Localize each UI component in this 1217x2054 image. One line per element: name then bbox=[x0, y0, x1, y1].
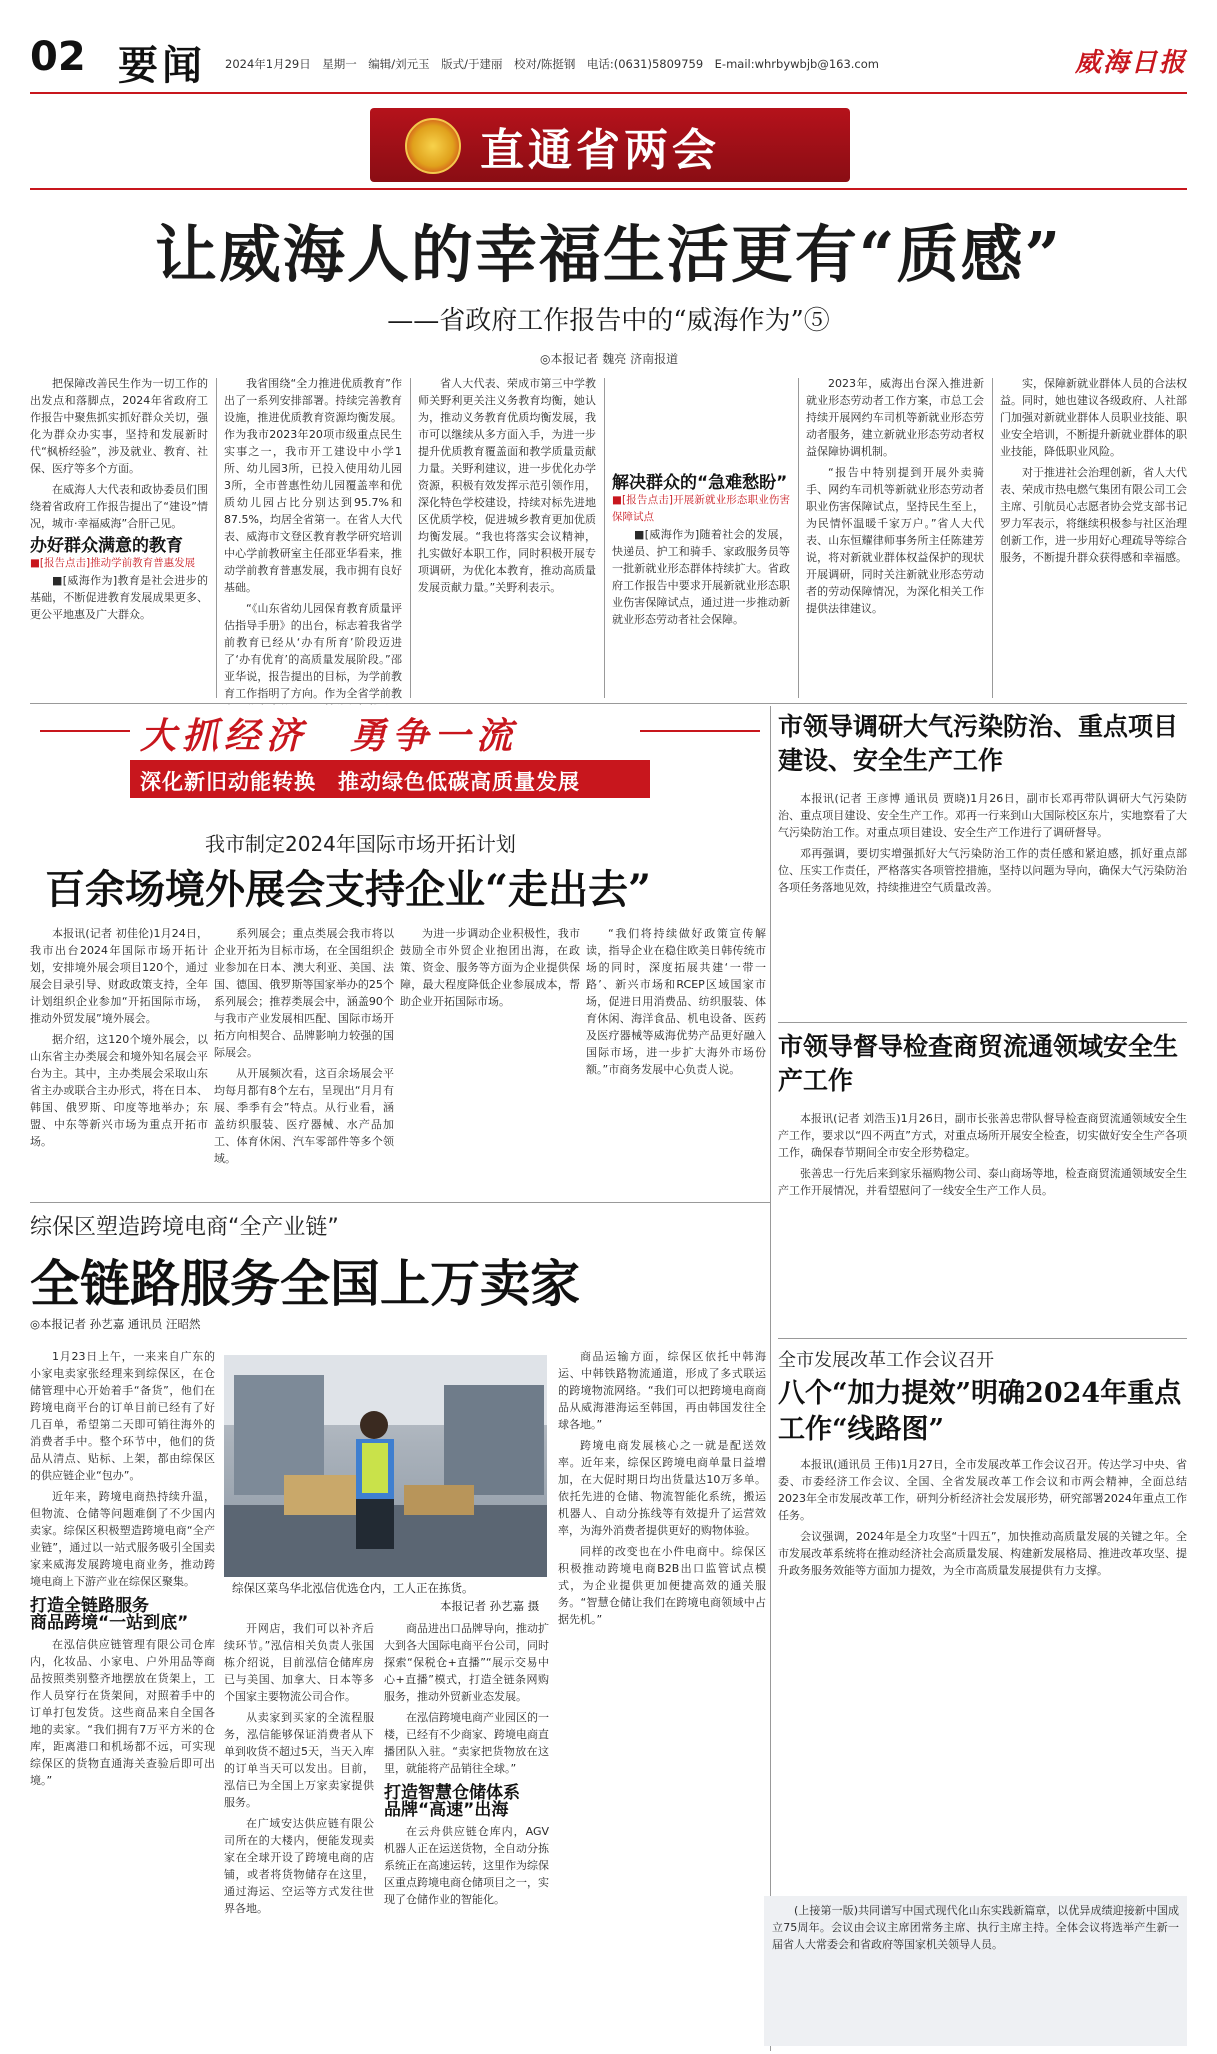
article-column bbox=[224, 1620, 374, 2048]
right-headline-1: 市领导调研大气污染防治、重点项目建设、安全生产工作 bbox=[778, 712, 1179, 775]
lead-paragraph: 我省围绕“全力推进优质教育”作出了一系列安排部署。持续完善教育设施，推进优质教育资源均衡发展。作为我市2023年20项市级重点民生实事之一，我市开工建设中小学1所、幼儿园3所，已投入使用幼儿园3所，全市普惠性幼儿园覆盖率和优质幼儿园占比分别达到95.7%和87.5%，均居全省第一。在省人大代表、威海市文登区教育教学研究培训中心学前教研室主任邵亚华看来，推动学前教育普惠发展，我市拥有良好基础。 bbox=[224, 377, 402, 594]
article-paragraph: 商品运输方面，综保区依托中韩海运、中韩铁路物流通道，形成了多式联运的跨境物流网络。“我们可以把跨境电商商品从威海港海运至韩国，再由韩国发往全球各地。” bbox=[558, 1350, 766, 1431]
lead-column-3 bbox=[418, 375, 596, 705]
economy-theme: 深化新旧动能转换 推动绿色低碳高质量发展 bbox=[140, 770, 580, 794]
article-paragraph: 跨境电商发展核心之一就是配送效率。近年来，综保区跨境电商单量日益增加，在大促时期日均出货量达10万多单。依托先进的仓储、物流智能化系统，搬运机器人、自动分拣线等有效提升了运营效率，为海外消费者提供更好的购物体验。 bbox=[558, 1439, 766, 1537]
article-column bbox=[586, 925, 766, 1200]
right-kicker-3: 全市发展改革工作会议召开 bbox=[778, 1350, 994, 1371]
article-paragraph: 本报讯(记者 王彦博 通讯员 贾晓)1月26日，副市长邓再带队调研大气污染防治、重点项目建设、安全生产工作。邓再一行来到山大国际校区东片，实地察看了大气污染防治工作。对重点项目建设、安全生产工作进行了调研督导。 bbox=[778, 792, 1187, 839]
right-headline-2: 市领导督导检查商贸流通领域安全生产工作 bbox=[778, 1032, 1179, 1095]
lead-paragraph: 2023年，威海出台深入推进新就业形态劳动者工作方案，市总工会持续开展网约车司机等新就业形态劳动者服务，建立新就业形态劳动者权益保障协调机制。 bbox=[806, 377, 984, 458]
lead-column-2 bbox=[224, 375, 402, 705]
article-paragraph: 开网店，我们可以补齐后续环节。”泓信相关负责人张国栋介绍说，目前泓信仓储库房已与美国、加拿大、日本等多个国家主要物流公司合作。 bbox=[224, 1622, 374, 1703]
article-paragraph: 在云舟供应链仓库内，AGV机器人正在运送货物，全自动分拣系统正在高速运转，这里作为综保区重点跨境电商仓储项目之一，实现了仓储作业的智能化。 bbox=[384, 1825, 549, 1906]
report-tag: ■[报告点击]推动学前教育普惠发展 bbox=[30, 557, 196, 569]
article-paragraph: (上接第一版)共同谱写中国式现代化山东实践新篇章，以优异成绩迎接新中国成立75周年。会议由会议主席团常务主席、执行主席主持。全体会议将选举产生新一届省人大常委会和省政府等国家机关领导人员。 bbox=[772, 1904, 1179, 1951]
article-column bbox=[384, 1620, 549, 2048]
lead-subsection-title: 解决群众的“急难愁盼” bbox=[612, 473, 788, 493]
page-number: 02 bbox=[30, 34, 86, 80]
column-divider bbox=[604, 378, 605, 698]
slogan-rule-left bbox=[40, 730, 130, 732]
article-paragraph: 在泓信供应链管理有限公司仓库内，化妆品、小家电、户外用品等商品按照类别整齐地摆放在货架上，工作人员穿行在货架间，对照着手中的订单打包发货。这些商品来自全国各地的卖家。“我们拥有7万平方米的仓库，距离港口和机场都不远，可实现综保区的货物直通海关查验后即可出境。” bbox=[30, 1638, 215, 1787]
economy-slogan: 大抓经济 勇争一流 bbox=[140, 715, 519, 757]
lead-headline: 让威海人的幸福生活更有“质感” bbox=[154, 218, 1063, 291]
article-paragraph: 本报讯(通讯员 王伟)1月27日，全市发展改革工作会议召开。传达学习中央、省委、市委经济工作会议、全国、全省发展改革工作会议和市两会精神，全面总结2023年全市发展改革工作，研判分析经济社会发展形势，研究部署2024年重点工作任务。 bbox=[778, 1458, 1187, 1522]
column-divider bbox=[770, 706, 771, 2051]
lead-paragraph: ■[威海作为]随着社会的发展，快递员、护工和骑手、家政服务员等一批新就业形态群体持续扩大。省政府工作报告中要求开展新就业形态职业伤害保障试点，通过进一步推动新就业形态劳动者社会保障。 bbox=[612, 528, 790, 626]
article-paragraph: 张善忠一行先后来到家乐福购物公司、泰山商场等地，检查商贸流通领域安全生产工作开展情况，并看望慰问了一线安全生产工作人员。 bbox=[778, 1167, 1187, 1197]
photo-caption: 综保区菜鸟华北泓信优选仓内，工人正在拣货。 bbox=[232, 1581, 474, 1595]
lead-paragraph: “《山东省幼儿园保育教育质量评估指导手册》的出台，标志着我省学前教育已经从‘办有所育’阶段迈进了‘办有优育’的高质量发展阶段。”邵亚华说，报告提出的目标，为学前教育工作指明了方向。作为全省学前教 bbox=[224, 602, 402, 700]
article-paragraph: 从开展频次看，这百余场展会平均每月都有8个左右，呈现出“月月有展、季季有会”特点。从行业看，涵盖纺织服装、医疗器械、水产品加工、体育休闲、汽车零部件等多个领域。 bbox=[214, 1067, 394, 1165]
article-paragraph: “我们将持续做好政策宣传解读，指导企业在稳住欧美日韩传统市场的同时，深度拓展共建‘一带一路’、新兴市场和RCEP区域国家市场，促进日用消费品、纺织服装、体育休闲、海洋食品、机电设备、医药及医疗器械等威海优势产品更好融入国际市场，进一步扩大海外市场份额。”市商务发展中心负责人说。 bbox=[586, 927, 766, 1076]
emblem-icon bbox=[405, 118, 461, 174]
banner-label: 直通省两会 bbox=[480, 125, 720, 176]
lead-paragraph: ■[威海作为]教育是社会进步的基础，不断促进教育发展成果更多、更公平地惠及广大群众。 bbox=[30, 574, 208, 621]
lead-paragraph: 对于推进社会治理创新，省人大代表、荣成市热电燃气集团有限公司工会主席、引航员心志愿者协会党支部书记罗力军表示，将继续积极参与社区治理创新工作，进一步用好心理疏导等综合服务，不断提升群众获得感和幸福感。 bbox=[1000, 466, 1187, 564]
column-divider bbox=[410, 378, 411, 698]
article-headline: 百余场境外展会支持企业“走出去” bbox=[45, 866, 652, 913]
warehouse-image bbox=[224, 1355, 547, 1577]
section-divider bbox=[30, 1202, 770, 1203]
article-paragraph: 从卖家到买家的全流程服务，泓信能够保证消费者从下单到收货不超过5天，当天入库的订单当天可以发出。目前，泓信已为全国上万家卖家提供服务。 bbox=[224, 1711, 374, 1809]
article-subsection-title: 打造全链路服务 商品跨境“一站到底” bbox=[30, 1596, 189, 1633]
article-byline: ◎本报记者 孙艺嘉 通讯员 汪昭然 bbox=[30, 1317, 201, 1331]
continuation-text bbox=[772, 1902, 1179, 2042]
article-paragraph: 近年来，跨境电商热持续升温，但物流、仓储等问题难倒了不少国内卖家。综保区积极塑造跨境电商“全产业链”，通过以一站式服务吸引全国卖家来威海发展跨境电商业务，推动跨境电商上下游产业在综保区聚集。 bbox=[30, 1490, 215, 1588]
header-rule bbox=[30, 92, 1187, 94]
report-tag: ■[报告点击]开展新就业形态职业伤害保障试点 bbox=[612, 494, 790, 523]
article-column bbox=[400, 925, 580, 1200]
page-meta: 2024年1月29日 星期一 编辑/刘元玉 版式/于建丽 校对/陈挺钢 电话:(0631)5809759 E-mail:whrbywbjb@163.com bbox=[225, 57, 879, 71]
warehouse-photo bbox=[224, 1355, 547, 1577]
newspaper-masthead: 威海日报 bbox=[1074, 48, 1187, 78]
article-paragraph: 邓再强调，要切实增强抓好大气污染防治工作的责任感和紧迫感，抓好重点部位、压实工作责任，严格落实各项管控措施，坚持以问题为导向，确保大气污染防治各项任务落地见效，持续推进空气质量改善。 bbox=[778, 847, 1187, 894]
article-paragraph: 本报讯(记者 初佳伦)1月24日，我市出台2024年国际市场开拓计划，安排境外展会项目120个，通过展会目录引导、财政政策支持，全年计划组织企业参加“开拓国际市场，推动外贸发展”境外展会。 bbox=[30, 927, 208, 1025]
photo-credit: 本报记者 孙艺嘉 摄 bbox=[440, 1599, 540, 1613]
article-paragraph: 在泓信跨境电商产业园区的一楼，已经有不少商家、跨境电商直播团队入驻。“卖家把货物放在这里，就能将产品销往全球。” bbox=[384, 1711, 549, 1775]
article-subsection-title: 打造智慧仓储体系 品牌“高速”出海 bbox=[384, 1783, 520, 1820]
lead-paragraph: 把保障改善民生作为一切工作的出发点和落脚点，2024年省政府工作报告中聚焦抓实抓好群众关切，强化为群众办实事，坚持和发展新时代“枫桥经验”，涉及就业、教育、社保、医疗等多个方面。 bbox=[30, 377, 208, 475]
article-paragraph: 会议强调，2024年是全力攻坚“十四五”，加快推动高质量发展的关键之年。全市发展改革系统将在推动经济社会高质量发展、构建新发展格局、推进改革攻坚、提升政务服务效能等方面加力提效，为全市高质量发展提供有力支撑。 bbox=[778, 1530, 1187, 1577]
article-paragraph: 为进一步调动企业积极性，我市鼓励全市外贸企业抱团出海，在政策、资金、服务等方面为企业提供保障，最大程度降低企业参展成本，帮助企业开拓国际市场。 bbox=[400, 927, 580, 1008]
lead-byline: ◎本报记者 魏亮 济南报道 bbox=[540, 352, 679, 366]
article-paragraph: 1月23日上午，一来来自广东的小家电卖家张经理来到综保区，在仓储管理中心开始着手“备货”，他们在跨境电商平台的订单目前已经有了好几百单，希望第二天即可销往海外的消费者手中。整个环节中，他们的货品从清点、贴标、上架，都由综保区的供应链企业“包办”。 bbox=[30, 1350, 215, 1482]
article-paragraph: 在广域安达供应链有限公司所在的大楼内，便能发现卖家在全球开设了跨境电商的店铺，或者将货物储存在这里，通过海运、空运等方式发往世界各地。 bbox=[224, 1817, 374, 1915]
lead-subsection-title: 办好群众满意的教育 bbox=[30, 536, 183, 556]
lead-column-5 bbox=[806, 375, 984, 705]
article-column bbox=[30, 1348, 215, 2048]
right-headline-3: 八个“加力提效”明确2024年重点工作“线路图” bbox=[778, 1378, 1182, 1445]
right-article-1 bbox=[778, 790, 1187, 1020]
lead-column-1 bbox=[30, 375, 208, 705]
column-divider bbox=[798, 378, 799, 698]
article-paragraph: 同样的改变也在小件电商中。综保区积极推动跨境电商B2B出口监管试点模式，为企业提供更加便捷高效的通关服务。“智慧仓储让我们在跨境电商领域中占据先机。” bbox=[558, 1545, 766, 1626]
banner-rule bbox=[30, 188, 1187, 190]
article-paragraph: 商品进出口品牌导向，推动扩大到各大国际电商平台公司，同时探索“保税仓+直播”“展示交易中心+直播”模式，打造全链条网购服务，推动外贸新业态发展。 bbox=[384, 1622, 549, 1703]
lead-paragraph: 在威海人大代表和政协委员们围绕着省政府工作报告提出了“建设”情况，城市·幸福威海”合肝己见。 bbox=[30, 483, 208, 530]
right-article-3 bbox=[778, 1456, 1187, 1888]
article-paragraph: 系列展会；重点类展会我市将以企业开拓为目标市场，在全国组织企业参加在日本、澳大利亚、美国、法国、德国、俄罗斯等国家举办的25个系列展会；推荐类展会中，涵盖90个与我市产业发展相匹配、国际市场开拓方向相契合、品牌影响力较强的国际展会。 bbox=[214, 927, 394, 1059]
article-kicker: 综保区塑造跨境电商“全产业链” bbox=[30, 1215, 339, 1240]
article-kicker: 我市制定2024年国际市场开拓计划 bbox=[205, 832, 516, 856]
section-divider bbox=[778, 1338, 1187, 1339]
lead-column-6 bbox=[1000, 375, 1187, 705]
article-paragraph: 本报讯(记者 刘浩玉)1月26日，副市长张善忠带队督导检查商贸流通领域安全生产工作，要求以“四不两直”方式，对重点场所开展安全检查，切实做好安全生产各项工作，确保春节期间全市安全形势稳定。 bbox=[778, 1112, 1187, 1159]
right-article-2 bbox=[778, 1110, 1187, 1325]
page-header bbox=[0, 0, 1217, 100]
section-divider bbox=[30, 703, 1187, 704]
column-divider bbox=[216, 378, 217, 698]
article-paragraph: 据介绍，这120个境外展会，以山东省主办类展会和境外知名展会平台为主。其中，主办类展会采取山东省主办或联合主办形式，将在日本、韩国、俄罗斯、印度等地举办；东盟、中东等新兴市场为重点开拓市场。 bbox=[30, 1033, 208, 1148]
lead-paragraph: “报告中特别提到开展外卖骑手、网约车司机等新就业形态劳动者职业伤害保障试点，坚持民生至上，为民情怀温暖千家万户。”省人大代表、山东恒耀律师事务所主任陈建芳说，将对新就业群体权益保护的现状开展调研，同时关注新就业形态劳动者的劳动保障情况，为深化相关工作提供法律建议。 bbox=[806, 466, 984, 615]
article-column bbox=[558, 1348, 766, 2048]
lead-subheadline: ——省政府工作报告中的“威海作为”⑤ bbox=[387, 306, 830, 336]
article-column bbox=[30, 925, 208, 1200]
lead-paragraph: 实，保障新就业群体人员的合法权益。同时，她也建议各级政府、人社部门加强对新就业群体人员职业技能、职业安全培训，不断提升新就业群体的职业技能，降低职业风险。 bbox=[1000, 377, 1187, 458]
lead-paragraph: 省人大代表、荣成市第三中学教师关野利更关注义务教育均衡，她认为，推动义务教育优质均衡发展，我市可以继续从多方面入手，为进一步提升优质教育覆盖面和教学质量贡献力量。关野利建议，进一步优化办学资源，积极有效发挥示范引领作用，深化特色学校建设，持续对标先进地区优质学校，促进城乡教育更加优质均衡发展。“我也将落实会议精神，扎实做好本职工作，同时积极开展专项调研，为优化本教育，推动高质量发展贡献力量。”关野利表示。 bbox=[418, 377, 596, 594]
article-headline: 全链路服务全国上万卖家 bbox=[30, 1254, 580, 1313]
section-divider bbox=[778, 1022, 1187, 1023]
article-column bbox=[214, 925, 394, 1200]
column-divider bbox=[992, 378, 993, 698]
slogan-rule-right bbox=[640, 730, 760, 732]
lead-column-4 bbox=[612, 375, 790, 705]
section-name: 要闻 bbox=[118, 43, 206, 89]
